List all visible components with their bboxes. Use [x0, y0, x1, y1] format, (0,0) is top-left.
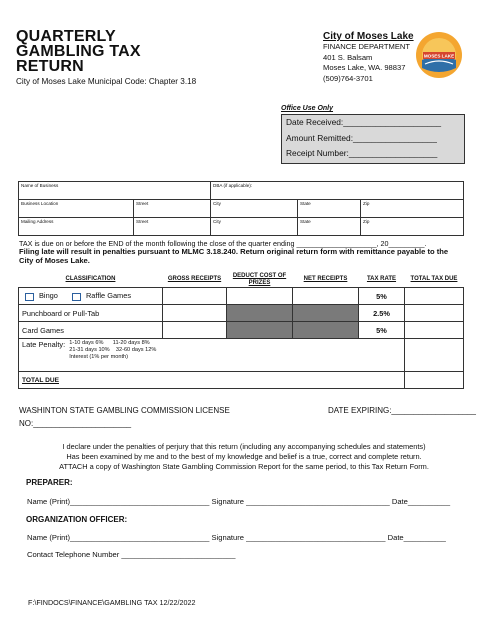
late-penalty-label: Late Penalty:	[22, 340, 66, 349]
gross-receipts-input[interactable]	[163, 288, 227, 305]
tax-rate-bingo: 5%	[359, 288, 405, 305]
amount-remitted-field[interactable]: Amount Remitted:__________________	[286, 132, 437, 143]
table-row	[19, 305, 464, 322]
date-expiring-field[interactable]: DATE EXPIRING:___________________	[328, 406, 476, 415]
office-use-label: Office Use Only	[281, 105, 334, 112]
table-row	[19, 372, 464, 389]
late-rate-line: Interest (1% per month)	[69, 354, 128, 360]
preparer-signature-line[interactable]: Name (Print)_________________________________ Signature __________________________________ Date__________	[27, 497, 451, 506]
municipal-code: City of Moses Lake Municipal Code: Chapter 3.18	[16, 77, 197, 86]
raffle-checkbox[interactable]	[72, 293, 81, 301]
late-rate-line: 1-10 days 6% 11-20 days 8%	[69, 340, 150, 346]
deduct-prizes-input[interactable]	[227, 288, 293, 305]
location-city-field[interactable]: City	[211, 200, 298, 218]
location-zip-field[interactable]: Zip	[361, 200, 464, 218]
table-row	[19, 288, 464, 305]
col-classification: CLASSIFICATION	[19, 272, 163, 288]
bingo-raffle-cell	[19, 288, 163, 305]
mailing-street-field[interactable]: Street	[134, 218, 211, 236]
punchboard-label: Punchboard or Pull-Tab	[19, 305, 163, 322]
dba-field[interactable]: DBA (if applicable):	[211, 182, 464, 200]
officer-label: ORGANIZATION OFFICER:	[26, 515, 128, 524]
late-penalty-cell	[19, 339, 405, 372]
late-penalty-input[interactable]	[405, 339, 464, 372]
tax-rate-cards: 5%	[359, 322, 405, 339]
bingo-checkbox[interactable]	[25, 293, 34, 301]
business-location-field[interactable]: Business Location	[19, 200, 134, 218]
business-name-field[interactable]: Name of Business	[19, 182, 211, 200]
license-number-field[interactable]: NO:______________________	[19, 419, 132, 428]
table-row	[19, 339, 464, 372]
declaration-line: ATTACH a copy of Washington State Gambling Commission Report for the same period, to this Tax Return Form.	[59, 462, 429, 471]
total-due-label: TOTAL DUE	[19, 372, 405, 389]
late-penalty-rates	[69, 340, 156, 361]
card-games-label: Card Games	[19, 322, 163, 339]
shaded-cell	[227, 322, 293, 339]
location-street-field[interactable]: Street	[134, 200, 211, 218]
table-row	[19, 322, 464, 339]
date-received-field[interactable]: Date Received:_____________________	[286, 117, 442, 127]
city-logo	[413, 30, 465, 80]
officer-signature-line[interactable]: Name (Print)_________________________________ Signature _________________________________ Date__________	[27, 533, 446, 542]
raffle-label: Raffle Games	[85, 291, 132, 301]
total-due-input[interactable]	[405, 372, 464, 389]
wsgc-license-label: WASHINTON STATE GAMBLING COMMISSION LICENSE	[19, 406, 230, 415]
shaded-cell	[227, 305, 293, 322]
bingo-label: Bingo	[39, 291, 58, 301]
gross-receipts-input[interactable]	[163, 322, 227, 339]
preparer-label: PREPARER:	[26, 478, 73, 487]
gross-receipts-input[interactable]	[163, 305, 227, 322]
late-rate-line: 21-31 days 10% 32-60 days 12%	[69, 347, 157, 353]
declaration-line: Has been examined by me and to the best of my knowledge and belief is a true, correct and complete return.	[66, 452, 422, 461]
mailing-city-field[interactable]: City	[211, 218, 298, 236]
file-path-footer: F:\FINDOCS\FINANCE\GAMBLING TAX 12/22/2022	[28, 598, 196, 607]
total-tax-input[interactable]	[405, 322, 464, 339]
title-line-2: GAMBLING TAX	[16, 43, 141, 60]
business-info-table	[18, 181, 464, 236]
mailing-address-field[interactable]: Mailing Address	[19, 218, 134, 236]
penalty-notice: Filing late will result in penalties pursuant to MLMC 3.18.240. Return original return form with remittance payable to the City of Moses Lake.	[19, 247, 449, 265]
net-receipts-input[interactable]	[293, 288, 359, 305]
col-tax-rate: TAX RATE	[359, 272, 405, 288]
address-line: Moses Lake, WA. 98837	[323, 63, 406, 72]
receipt-number-field[interactable]: Receipt Number:___________________	[286, 148, 438, 158]
address-line: 401 S. Balsam	[323, 52, 373, 62]
mailing-zip-field[interactable]: Zip	[361, 218, 464, 236]
declaration	[30, 442, 458, 472]
total-tax-input[interactable]	[405, 288, 464, 305]
svg-text:MOSES LAKE: MOSES LAKE	[423, 53, 455, 59]
shaded-cell	[293, 305, 359, 322]
col-total-tax: TOTAL TAX DUE	[405, 272, 464, 288]
address-line: (509)764-3701	[323, 73, 373, 83]
shaded-cell	[293, 322, 359, 339]
total-tax-input[interactable]	[405, 305, 464, 322]
title-line-3: RETURN	[16, 58, 84, 75]
mailing-state-field[interactable]: State	[298, 218, 361, 236]
declaration-line: I declare under the penalties of perjury that this return (including any accompanying schedules and statements)	[62, 442, 426, 451]
col-gross-receipts: GROSS RECEIPTS	[163, 272, 227, 288]
tax-rate-punchboard: 2.5%	[359, 305, 405, 322]
col-net-receipts: NET RECEIPTS	[293, 272, 359, 288]
address-line: FINANCE DEPARTMENT	[323, 42, 411, 51]
title-line-1: QUARTERLY	[16, 28, 116, 45]
city-address	[323, 42, 410, 84]
form-title	[16, 29, 141, 74]
contact-phone-field[interactable]: Contact Telephone Number ___________________________	[27, 550, 236, 559]
due-notice: TAX is due on or before the END of the month following the close of the quarter ending ____________________, 20_________.	[19, 239, 427, 248]
office-use-box	[281, 114, 465, 164]
col-deduct-prizes: DEDUCT COST OF PRIZES	[227, 272, 293, 288]
location-state-field[interactable]: State	[298, 200, 361, 218]
tax-table	[18, 272, 464, 389]
city-name: City of Moses Lake	[323, 31, 414, 42]
